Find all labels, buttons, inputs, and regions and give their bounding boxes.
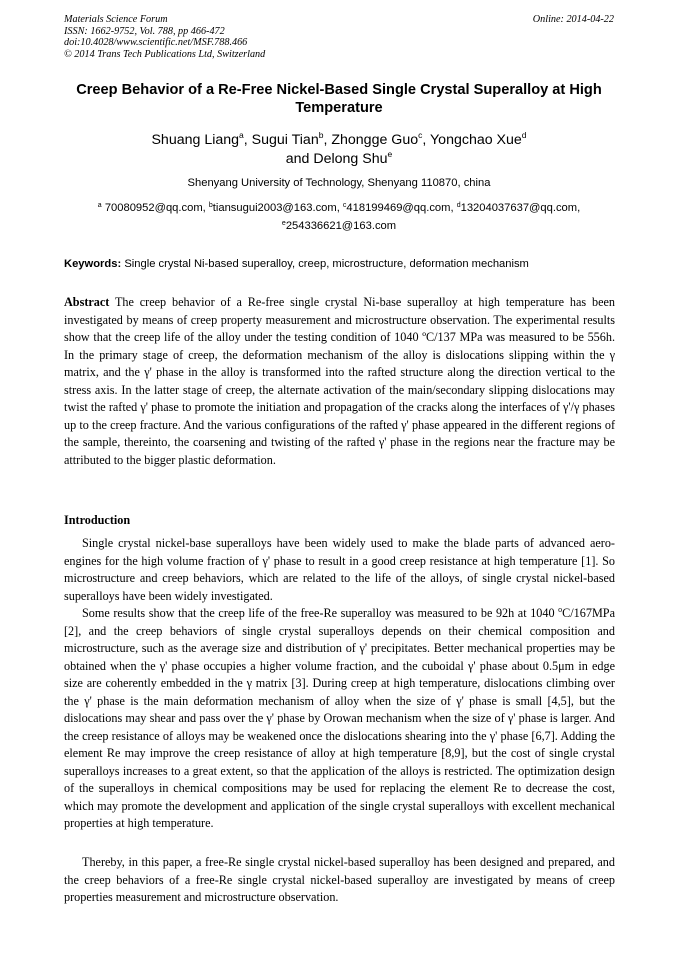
- intro-paragraph-3: Thereby, in this paper, a free-Re single crystal nickel-based superalloy has been designed and prepared, and the creep behaviors of a free-Re single crystal nickel-based superalloy are investigated by means of creep properties measurement and microstructure observation.: [64, 855, 615, 904]
- author-sup: b: [318, 130, 324, 140]
- abstract-text: The creep behavior of a Re-free single crystal Ni-base superalloy at high temperature has been investigated by means of creep property measurement and microstructure observation. The experimental results show that the creep life of the alloy under the testing condition of 1040 ºC/137 MPa was measured to be 556h. In the primary stage of creep, the deformation mechanism of the alloy is dislocations slipping within the γ matrix, and the γ' phase in the alloy is transformed into the rafted structure along the direction vertical to the stress axis. In the latter stage of creep, the alternate activation of the main/secondary slipping dislocations may twist the rafted γ' phase to promote the initiation and propagation of the cracks along the interfaces of γ'/γ phases up to the creep fracture. And the various configurations of the rafted γ' phase appeared in the different regions of the sample, thereinto, the coarsening and twisting of the rafted γ' phase in the regions near the fracture may be attributed to the bigger plastic deformation.: [64, 295, 615, 467]
- author-list: Shuang Liang$^a$, Sugui Tian$^b$, Zhongge Guo$^c$, Yongchao Xue$^d$ and Delong Shu$^e$: [151, 130, 527, 167]
- email-sup: d: [456, 202, 461, 209]
- email-address: 418199469@qq.com: [346, 202, 451, 214]
- degree-sup: o: [558, 605, 563, 614]
- online-date: Online: 2014-04-22: [532, 14, 614, 25]
- keywords: [64, 258, 624, 270]
- email-list: $^a$ 70080952@qq.com, $^b$tiansugui2003@163.com, $^c$418199469@qq.com, $^d$13204037637@qq.com, $^e$254336621@163.com: [97, 202, 581, 232]
- journal-name: Materials Science Forum: [64, 14, 168, 25]
- author-sup: d: [521, 130, 527, 140]
- author-sup: a: [239, 130, 244, 140]
- email-sup: a: [97, 202, 102, 209]
- paper-title: Creep Behavior of a Re-Free Nickel-Based Single Crystal Superalloy at High Temperature: [76, 82, 602, 116]
- intro-paragraph-1: Single crystal nickel-base superalloys have been widely used to make the blade parts of advanced aero-engines for the high volume fraction of γ' phase to result in a good creep resistance at high temperature [1]. So microstructure and creep behaviors, which are related to the life of the alloys, of single crystal nickel-based superalloys have been widely investigated.: [64, 536, 615, 603]
- author-name: Sugui Tian: [251, 132, 319, 148]
- affiliation: Shenyang University of Technology, Shenyang 110870, china: [187, 177, 491, 189]
- author-and: and: [285, 150, 310, 167]
- email-sup: b: [208, 202, 213, 209]
- publication-header: [64, 14, 265, 60]
- author-sup: e: [387, 148, 393, 159]
- keywords-label: Keywords:: [64, 258, 122, 270]
- email-sup: e: [281, 219, 286, 227]
- issn-line: ISSN: 1662-9752, Vol. 788, pp 466-472: [64, 25, 225, 37]
- author-sup: c: [418, 130, 423, 140]
- email-address: tiansugui2003@163.com: [212, 202, 337, 214]
- doi-line: doi:10.4028/www.scientific.net/MSF.788.466: [64, 37, 248, 49]
- email-address: 13204037637@qq.com: [460, 202, 578, 214]
- abstract-label: Abstract: [64, 295, 110, 309]
- author-name: Yongchao Xue: [430, 132, 522, 148]
- section-heading-introduction: Introduction: [64, 513, 131, 527]
- abstract: [64, 294, 615, 469]
- intro-paragraph-2: [64, 605, 615, 833]
- author-name: Zhongge Guo: [331, 132, 419, 148]
- author-name: Shuang Liang: [151, 132, 240, 148]
- copyright-line: © 2014 Trans Tech Publications Ltd, Switzerland: [64, 48, 266, 60]
- intro-p2-text-b: C/167MPa [2], and the creep behaviors of single crystal superalloys depends on their chemical composition and microstructure, such as the average size and distribution of γ' precipitates. Better mechanical properties may be obtained when the γ' phase occupies a higher volume fraction, and the cuboidal γ' phase about 0.5μm in edge size are coherently embedded in the γ matrix [3]. During creep at high temperature, dislocations climbing over the γ' phase is the main deformation mechanism of alloy when the size of γ' phase is small [4,5], but the dislocations may shear and pass over the γ' phase by Orowan mechanism when the size of γ' phase is larger. And the creep resistance of alloys may be weakened once the dislocations shearing into the γ' phase [6,7]. Adding the element Re may improve the creep resistance of alloy at high temperature [8,9], but the cost of single crystal superalloys increases to a great extent, so that the application of the alloys is restricted. The optimization design of the superalloys in chemical compositions may be used for replacing the element Re to decrease the cost, which may promote the development and application of the single crystal superalloys with excellent mechanical properties at high temperature.: [64, 606, 615, 830]
- email-address: 254336621@163.com: [285, 219, 397, 232]
- email-sup: c: [342, 202, 347, 209]
- intro-p2-text-a: Some results show that the creep life of the free-Re superalloy was measured to be 92h at 1040: [82, 606, 559, 620]
- email-address: 70080952@qq.com: [104, 202, 203, 214]
- keywords-text: Single crystal Ni-based superalloy, creep, microstructure, deformation mechanism: [124, 258, 529, 270]
- author-name: Delong Shu: [313, 150, 388, 167]
